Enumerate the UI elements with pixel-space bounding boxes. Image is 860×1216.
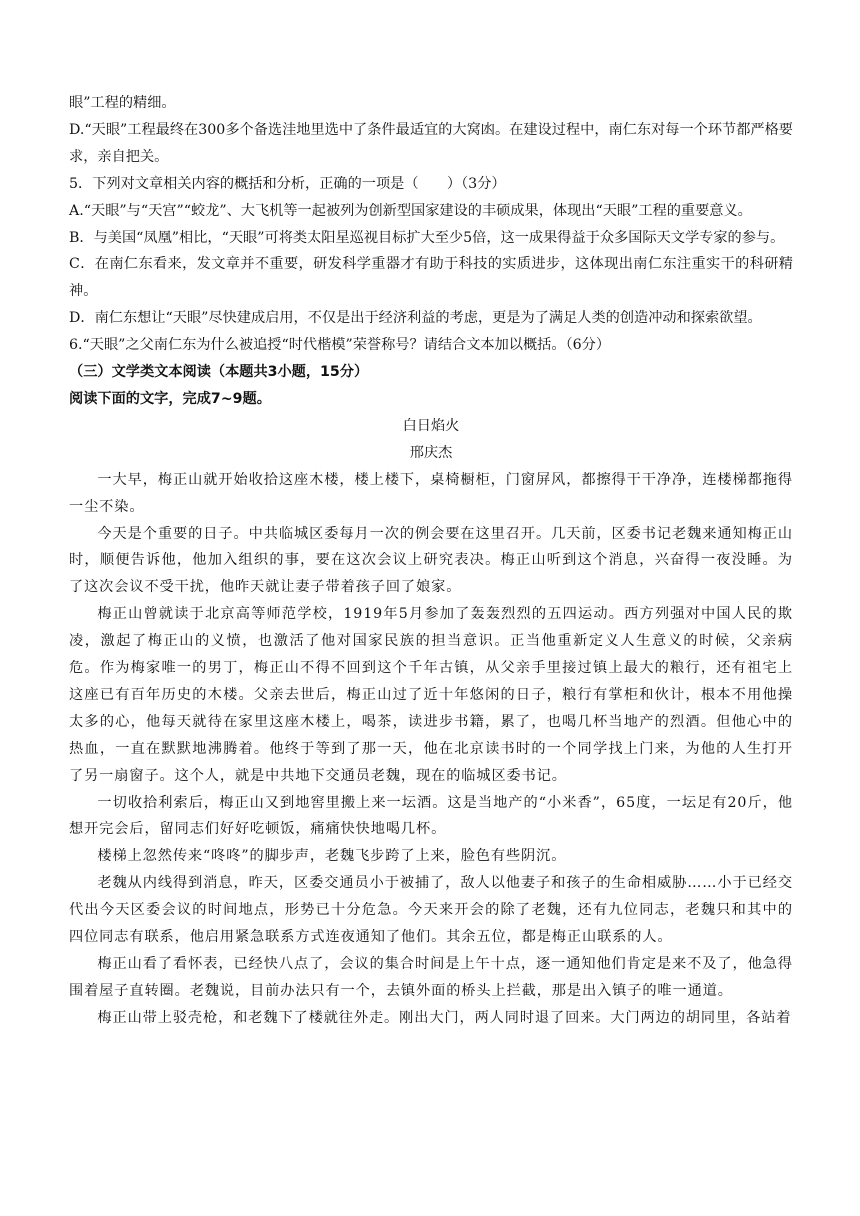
story-body [69,467,793,1032]
question-5-option-a: A.“天眼”与“天宫”“蛟龙”、大飞机等一起被列为创新型国家建设的丰硕成果，体现出“天眼”工程的重要意义。 [69,202,752,219]
document-page [69,90,793,1032]
story-paragraph: 一大早，梅正山就开始收拾这座木楼，楼上楼下，桌椅橱柜，门窗屏风，都擦得干干净净，连楼梯都拖得一尘不染。 [69,471,793,515]
story-paragraph: 一切收拾利索后，梅正山又到地窖里搬上来一坛酒。这是当地产的“小米香”，65度，一坛足有20斤，他想开完会后，留同志们好好吃顿饭，痛痛快快地喝几杯。 [69,794,793,838]
story-paragraph: 老魏从内线得到消息，昨天，区委交通员小于被捕了，敌人以他妻子和孩子的生命相威胁……小于已经交代出今天区委会议的时间地点，形势已十分危急。今天来开会的除了老魏，还有九位同志，老魏只和其中的四位同志有联系，他启用紧急联系方式连夜通知了他们。其余五位，都是梅正山联系的人。 [69,875,793,946]
question-5-stem: 5．下列对文章相关内容的概括和分析，正确的一项是（ ）（3分） [69,175,506,192]
story-paragraph: 梅正山带上驳壳枪，和老魏下了楼就往外走。刚出大门，两人同时退了回来。大门两边的胡同里，各站着 [97,1009,792,1026]
story-author: 邢庆杰 [409,444,453,461]
story-paragraph: 楼梯上忽然传来“咚咚”的脚步声，老魏飞步跨了上来，脸色有些阴沉。 [97,848,567,865]
story-paragraph: 梅正山看了看怀表，已经快八点了，会议的集合时间是上午十点，逐一通知他们肯定是来不及了，他急得围着屋子直转圈。老魏说，目前办法只有一个，去镇外面的桥头上拦截，那是出入镇子的唯一通道。 [69,956,793,999]
story-paragraph: 梅正山曾就读于北京高等师范学校，1919年5月参加了轰轰烈烈的五四运动。西方列强对中国人民的欺凌，激起了梅正山的义愤，也激活了他对国家民族的担当意识。正当他重新定义人生意义的时候，父亲病危。作为梅家唯一的男丁，梅正山不得不回到这个千年古镇，从父亲手里接过镇上最大的粮行，还有祖宅上这座已有百年历史的木楼。父亲去世后，梅正山过了近十年悠闲的日子，粮行有掌柜和伙计，根本不用他操太多的心，他每天就待在家里这座木楼上，喝茶，读进步书籍，累了，也喝几杯当地产的烈酒。但他心中的热血，一直在默默地沸腾着。他终于等到了那一天，他在北京读书时的一个同学找上门来，为他的人生打开了另一扇窗子。这个人，就是中共地下交通员老魏，现在的临城区委书记。 [69,606,793,784]
answer-option-d: D.“天眼”工程最终在300多个备选洼地里选中了条件最适宜的大窝凼。在建设过程中，南仁东对每一个环节都严格要求，亲自把关。 [69,121,793,165]
question-5-option-b: B．与美国“凤凰”相比，“天眼”可将类太阳星巡视目标扩大至少5倍，这一成果得益于众多国际天文学专家的参与。 [69,229,785,246]
question-6: 6.“天眼”之父南仁东为什么被追授“时代楷模”荣誉称号？请结合文本加以概括。（6分） [69,337,611,354]
question-5-option-c: C．在南仁东看来，发文章并不重要，研发科学重器才有助于科技的实质进步，这体现出南仁东注重实干的科研精神。 [69,256,793,300]
answer-option-c-continuation: 眼”工程的精细。 [69,95,176,111]
story-title: 白日焰火 [402,417,460,434]
section-title: （三）文学类文本阅读（本题共3小题，15分） [69,364,369,381]
section-instruction: 阅读下面的文字，完成7~9题。 [69,390,271,407]
question-5-option-d: D．南仁东想让“天眼”尽快建成启用，不仅是出于经济利益的考虑，更是为了满足人类的创造冲动和探索欲望。 [69,310,762,327]
story-paragraph: 今天是个重要的日子。中共临城区委每月一次的例会要在这里召开。几天前，区委书记老魏来通知梅正山时，顺便告诉他，他加入组织的事，要在这次会议上研究表决。梅正山听到这个消息，兴奋得一夜没睡。为了这次会议不受干扰，他昨天就让妻子带着孩子回了娘家。 [69,525,793,596]
